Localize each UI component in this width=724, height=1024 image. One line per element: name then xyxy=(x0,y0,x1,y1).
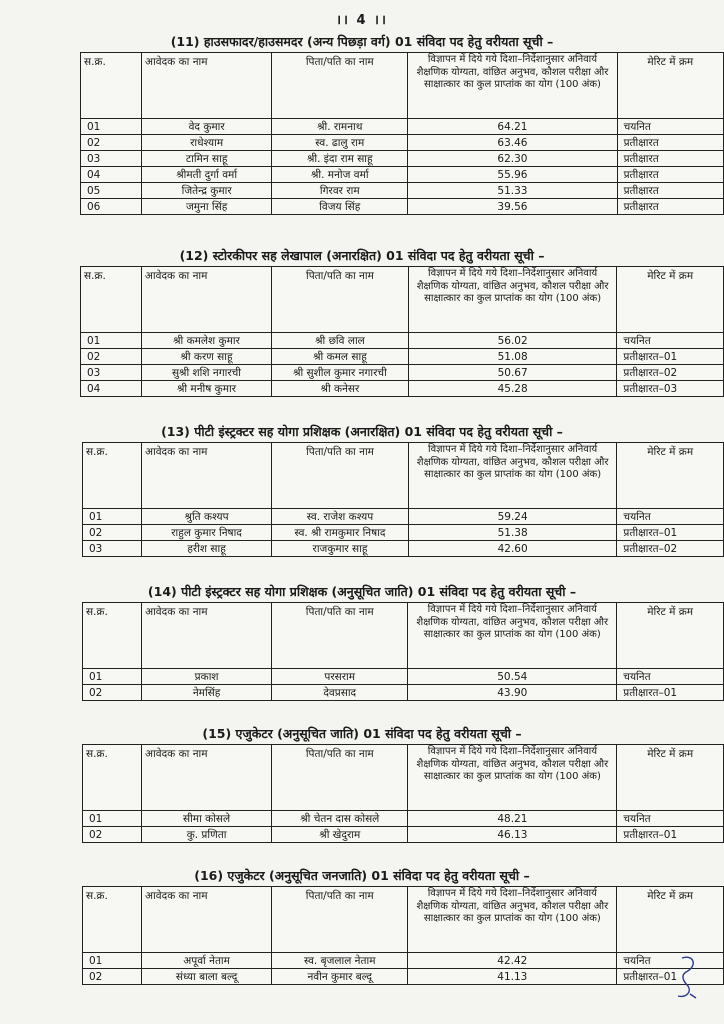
header-father: पिता/पति का नाम xyxy=(272,603,408,669)
father-name-cell: परसराम xyxy=(272,669,408,685)
header-row xyxy=(83,603,724,669)
serial-number-cell: 02 xyxy=(81,135,142,151)
merit-rank-cell: प्रतीक्षारत–01 xyxy=(617,827,724,843)
applicant-name-cell: कु. प्रणिता xyxy=(142,827,272,843)
header-father: पिता/पति का नाम xyxy=(272,267,409,333)
applicant-name-cell: अपूर्वा नेताम xyxy=(142,953,272,969)
applicant-name-cell: संध्या बाला बल्दू xyxy=(142,969,272,985)
table-row xyxy=(83,953,724,969)
header-row xyxy=(83,443,724,509)
applicant-name-cell: नेमसिंह xyxy=(142,685,272,701)
merit-list-section xyxy=(0,248,724,397)
header-applicant: आवेदक का नाम xyxy=(142,887,272,953)
father-name-cell: देवप्रसाद xyxy=(272,685,408,701)
merit-rank-cell: प्रतीक्षारत xyxy=(617,199,723,215)
score-cell: 41.13 xyxy=(408,969,617,985)
merit-list-section xyxy=(0,726,724,843)
table-row xyxy=(83,525,724,541)
header-marks: विज्ञापन में दिये गये दिशा–निर्देशानुसार अनिवार्य शैक्षणिक योग्यता, वांछित अनुभव, कौशल परीक्षा और साक्षात्कार का कुल प्राप्तांक का योग (100 अंक) xyxy=(408,603,617,669)
merit-rank-cell: प्रतीक्षारत–01 xyxy=(617,525,724,541)
merit-table xyxy=(82,602,724,701)
serial-number-cell: 02 xyxy=(81,349,142,365)
table-row xyxy=(81,199,724,215)
serial-number-cell: 02 xyxy=(83,827,142,843)
serial-number-cell: 03 xyxy=(81,151,142,167)
header-sr: स.क्र. xyxy=(83,887,142,953)
merit-rank-cell: प्रतीक्षारत xyxy=(617,183,723,199)
section-title: (13) पीटी इंस्ट्रक्टर सह योगा प्रशिक्षक (अनारक्षित) 01 संविदा पद हेतु वरीयता सूची – xyxy=(161,424,563,439)
header-applicant: आवेदक का नाम xyxy=(142,745,272,811)
applicant-name-cell: प्रकाश xyxy=(142,669,272,685)
score-cell: 39.56 xyxy=(408,199,617,215)
serial-number-cell: 01 xyxy=(83,953,142,969)
table-row xyxy=(83,827,724,843)
table-row xyxy=(81,119,724,135)
merit-rank-cell: चयनित xyxy=(617,333,724,349)
merit-rank-cell: प्रतीक्षारत xyxy=(617,167,723,183)
applicant-name-cell: राधेश्याम xyxy=(142,135,272,151)
score-cell: 50.67 xyxy=(408,365,617,381)
score-cell: 64.21 xyxy=(408,119,617,135)
applicant-name-cell: श्री कमलेश कुमार xyxy=(141,333,271,349)
header-merit: मेरिट में क्रम xyxy=(617,887,724,953)
table-row xyxy=(83,685,724,701)
table-row xyxy=(81,151,724,167)
header-marks: विज्ञापन में दिये गये दिशा–निर्देशानुसार अनिवार्य शैक्षणिक योग्यता, वांछित अनुभव, कौशल परीक्षा और साक्षात्कार का कुल प्राप्तांक का योग (100 अंक) xyxy=(408,887,617,953)
serial-number-cell: 04 xyxy=(81,167,142,183)
section-title: (16) एजुकेटर (अनुसूचित जनजाति) 01 संविदा पद हेतु वरीयता सूची – xyxy=(194,868,530,883)
table-row xyxy=(81,183,724,199)
serial-number-cell: 03 xyxy=(81,365,142,381)
serial-number-cell: 01 xyxy=(83,669,142,685)
merit-list-section xyxy=(0,34,724,215)
score-cell: 50.54 xyxy=(408,669,617,685)
table-row xyxy=(83,669,724,685)
table-row xyxy=(81,167,724,183)
table-row xyxy=(83,811,724,827)
table-row xyxy=(83,509,724,525)
header-merit: मेरिट में क्रम xyxy=(617,267,724,333)
serial-number-cell: 01 xyxy=(81,333,142,349)
merit-rank-cell: चयनित xyxy=(617,811,724,827)
score-cell: 42.42 xyxy=(408,953,617,969)
father-name-cell: राजकुमार साहू xyxy=(272,541,409,557)
score-cell: 55.96 xyxy=(408,167,617,183)
applicant-name-cell: सुश्री शशि नगारची xyxy=(141,365,271,381)
header-merit: मेरिट में क्रम xyxy=(617,443,724,509)
merit-table xyxy=(80,52,724,215)
father-name-cell: स्व. राजेश कश्यप xyxy=(272,509,409,525)
merit-rank-cell: चयनित xyxy=(617,953,724,969)
score-cell: 59.24 xyxy=(408,509,617,525)
serial-number-cell: 05 xyxy=(81,183,142,199)
table-row xyxy=(81,349,724,365)
header-row xyxy=(81,53,724,119)
header-merit: मेरिट में क्रम xyxy=(617,745,724,811)
applicant-name-cell: वेद कुमार xyxy=(142,119,272,135)
applicant-name-cell: श्रीमती दुर्गा वर्मा xyxy=(142,167,272,183)
merit-table xyxy=(82,442,724,557)
table-row xyxy=(81,333,724,349)
merit-list-section xyxy=(0,584,724,701)
serial-number-cell: 01 xyxy=(81,119,142,135)
header-sr: स.क्र. xyxy=(83,443,142,509)
father-name-cell: विजय सिंह xyxy=(272,199,408,215)
score-cell: 51.33 xyxy=(408,183,617,199)
father-name-cell: नवीन कुमार बल्दू xyxy=(272,969,408,985)
section-title: (11) हाउसफादर/हाउसमदर (अन्य पिछड़ा वर्ग) 01 संविदा पद हेतु वरीयता सूची – xyxy=(170,34,554,49)
merit-rank-cell: चयनित xyxy=(617,669,724,685)
merit-rank-cell: प्रतीक्षारत xyxy=(617,135,723,151)
section-title: (14) पीटी इंस्ट्रक्टर सह योगा प्रशिक्षक (अनुसूचित जाति) 01 संविदा पद हेतु वरीयता सूची – xyxy=(147,584,577,599)
score-cell: 48.21 xyxy=(408,811,617,827)
header-sr: स.क्र. xyxy=(83,603,142,669)
header-applicant: आवेदक का नाम xyxy=(142,53,272,119)
serial-number-cell: 04 xyxy=(81,381,142,397)
father-name-cell: स्व. श्री रामकुमार निषाद xyxy=(272,525,409,541)
score-cell: 43.90 xyxy=(408,685,617,701)
serial-number-cell: 02 xyxy=(83,525,142,541)
header-father: पिता/पति का नाम xyxy=(272,53,408,119)
serial-number-cell: 02 xyxy=(83,685,142,701)
father-name-cell: श्री छवि लाल xyxy=(272,333,409,349)
header-marks: विज्ञापन में दिये गये दिशा–निर्देशानुसार अनिवार्य शैक्षणिक योग्यता, वांछित अनुभव, कौशल परीक्षा और साक्षात्कार का कुल प्राप्तांक का योग (100 अंक) xyxy=(408,267,617,333)
handwritten-signature xyxy=(672,952,702,1002)
applicant-name-cell: सीमा कोसले xyxy=(142,811,272,827)
serial-number-cell: 02 xyxy=(83,969,142,985)
header-father: पिता/पति का नाम xyxy=(272,745,408,811)
father-name-cell: श्री. इंदा राम साहू xyxy=(272,151,408,167)
table-row xyxy=(83,969,724,985)
header-father: पिता/पति का नाम xyxy=(272,443,409,509)
applicant-name-cell: टामिन साहू xyxy=(142,151,272,167)
score-cell: 62.30 xyxy=(408,151,617,167)
merit-table xyxy=(80,266,724,397)
applicant-name-cell: जमुना सिंह xyxy=(142,199,272,215)
score-cell: 56.02 xyxy=(408,333,617,349)
header-sr: स.क्र. xyxy=(83,745,142,811)
serial-number-cell: 01 xyxy=(83,509,142,525)
merit-rank-cell: प्रतीक्षारत–01 xyxy=(617,685,724,701)
page-number: ।। 4 ।। xyxy=(336,13,388,28)
header-applicant: आवेदक का नाम xyxy=(142,603,272,669)
merit-rank-cell: प्रतीक्षारत–02 xyxy=(617,365,724,381)
serial-number-cell: 01 xyxy=(83,811,142,827)
merit-list-section xyxy=(0,868,724,985)
father-name-cell: गिरवर राम xyxy=(272,183,408,199)
header-merit: मेरिट में क्रम xyxy=(617,603,724,669)
header-sr: स.क्र. xyxy=(81,267,142,333)
header-row xyxy=(81,267,724,333)
score-cell: 51.38 xyxy=(408,525,617,541)
father-name-cell: श्री खेदुराम xyxy=(272,827,408,843)
merit-rank-cell: प्रतीक्षारत–02 xyxy=(617,541,724,557)
merit-rank-cell: प्रतीक्षारत–01 xyxy=(617,969,724,985)
father-name-cell: श्री चेतन दास कोसले xyxy=(272,811,408,827)
merit-rank-cell: प्रतीक्षारत–01 xyxy=(617,349,724,365)
score-cell: 51.08 xyxy=(408,349,617,365)
section-title: (12) स्टोरकीपर सह लेखापाल (अनारक्षित) 01 संविदा पद हेतु वरीयता सूची – xyxy=(179,248,545,263)
father-name-cell: श्री. रामनाथ xyxy=(272,119,408,135)
merit-rank-cell: प्रतीक्षारत–03 xyxy=(617,381,724,397)
section-title: (15) एजुकेटर (अनुसूचित जाति) 01 संविदा पद हेतु वरीयता सूची – xyxy=(202,726,522,741)
merit-table xyxy=(82,744,724,843)
table-row xyxy=(81,365,724,381)
merit-rank-cell: प्रतीक्षारत xyxy=(617,151,723,167)
father-name-cell: श्री कमल साहू xyxy=(272,349,409,365)
header-marks: विज्ञापन में दिये गये दिशा–निर्देशानुसार अनिवार्य शैक्षणिक योग्यता, वांछित अनुभव, कौशल परीक्षा और साक्षात्कार का कुल प्राप्तांक का योग (100 अंक) xyxy=(408,443,617,509)
merit-table xyxy=(82,886,724,985)
father-name-cell: स्व. ढालु राम xyxy=(272,135,408,151)
header-merit: मेरिट में क्रम xyxy=(617,53,723,119)
header-row xyxy=(83,887,724,953)
serial-number-cell: 03 xyxy=(83,541,142,557)
merit-rank-cell: चयनित xyxy=(617,509,724,525)
merit-rank-cell: चयनित xyxy=(617,119,723,135)
header-applicant: आवेदक का नाम xyxy=(141,443,271,509)
applicant-name-cell: श्रुति कश्यप xyxy=(141,509,271,525)
applicant-name-cell: श्री करण साहू xyxy=(141,349,271,365)
applicant-name-cell: हरीश साहू xyxy=(141,541,271,557)
score-cell: 46.13 xyxy=(408,827,617,843)
father-name-cell: श्री. मनोज वर्मा xyxy=(272,167,408,183)
score-cell: 63.46 xyxy=(408,135,617,151)
header-applicant: आवेदक का नाम xyxy=(141,267,271,333)
father-name-cell: स्व. बृजलाल नेताम xyxy=(272,953,408,969)
header-sr: स.क्र. xyxy=(81,53,142,119)
header-father: पिता/पति का नाम xyxy=(272,887,408,953)
score-cell: 42.60 xyxy=(408,541,617,557)
applicant-name-cell: राहुल कुमार निषाद xyxy=(141,525,271,541)
applicant-name-cell: जितेन्द्र कुमार xyxy=(142,183,272,199)
serial-number-cell: 06 xyxy=(81,199,142,215)
header-marks: विज्ञापन में दिये गये दिशा–निर्देशानुसार अनिवार्य शैक्षणिक योग्यता, वांछित अनुभव, कौशल परीक्षा और साक्षात्कार का कुल प्राप्तांक का योग (100 अंक) xyxy=(408,745,617,811)
applicant-name-cell: श्री मनीष कुमार xyxy=(141,381,271,397)
header-marks: विज्ञापन में दिये गये दिशा–निर्देशानुसार अनिवार्य शैक्षणिक योग्यता, वांछित अनुभव, कौशल परीक्षा और साक्षात्कार का कुल प्राप्तांक का योग (100 अंक) xyxy=(408,53,617,119)
table-row xyxy=(83,541,724,557)
header-row xyxy=(83,745,724,811)
father-name-cell: श्री सुशील कुमार नगारची xyxy=(272,365,409,381)
table-row xyxy=(81,135,724,151)
table-row xyxy=(81,381,724,397)
father-name-cell: श्री कनेसर xyxy=(272,381,409,397)
score-cell: 45.28 xyxy=(408,381,617,397)
merit-list-section xyxy=(0,424,724,557)
